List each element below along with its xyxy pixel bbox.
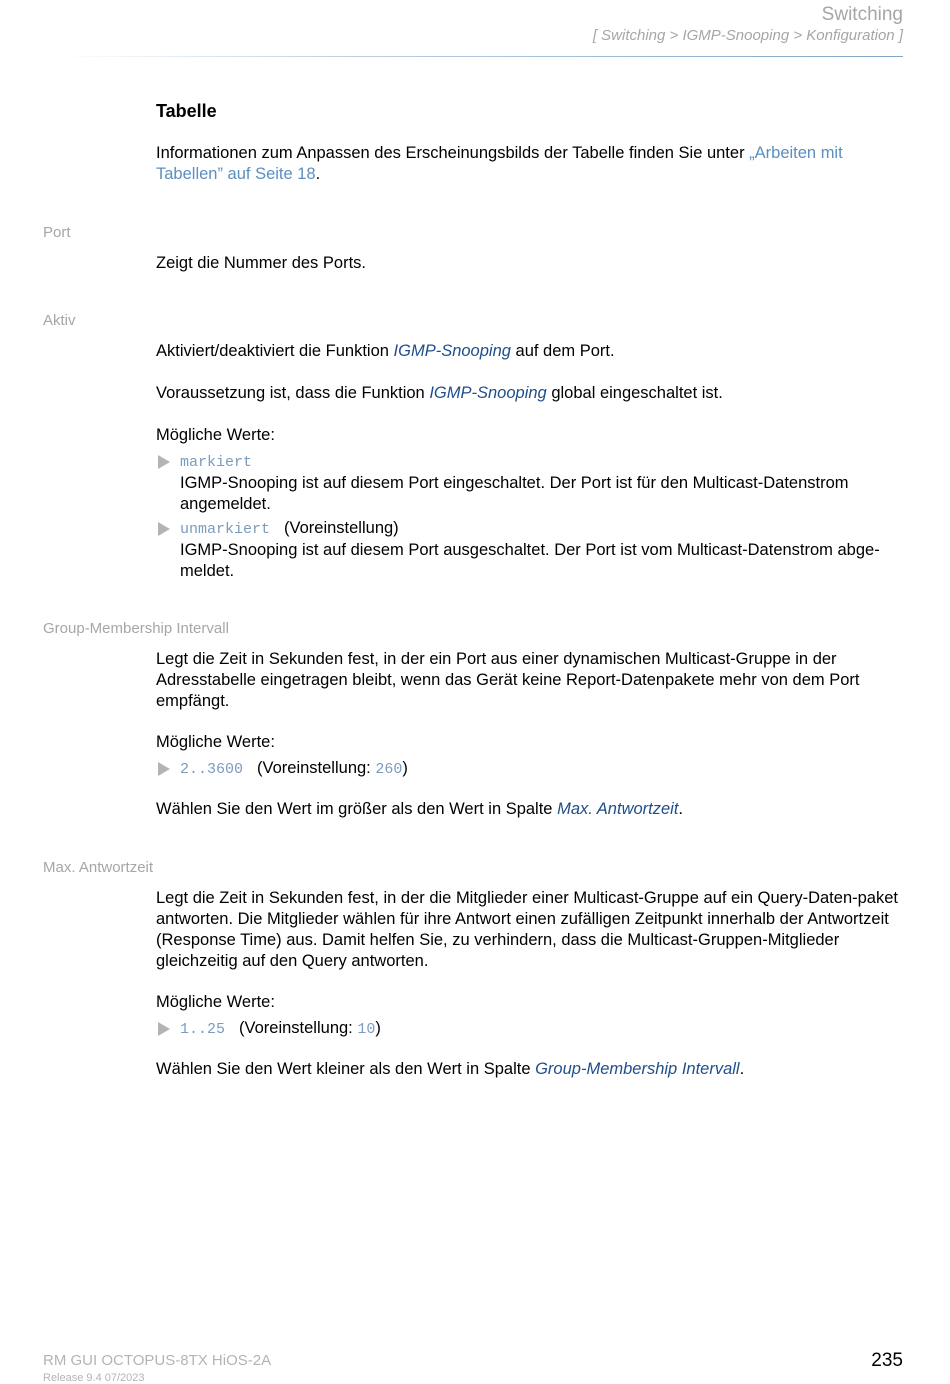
aktiv-prerequisite	[156, 383, 906, 404]
igmp-snooping-ref: IGMP-Snooping	[393, 342, 511, 360]
header-divider	[60, 56, 903, 57]
param-label-max-antwortzeit: Max. Antwortzeit	[43, 859, 154, 876]
triangle-bullet-icon	[158, 1022, 170, 1036]
list-item	[156, 1018, 906, 1040]
footer-release: Release 9.4 07/2023	[43, 1372, 145, 1384]
max-antwortzeit-ref: Max. Antwortzeit	[557, 800, 679, 818]
mrt-description: Legt die Zeit in Sekunden fest, in der die Mitglieder einer Multicast-Gruppe auf ein Query-Daten-paket antworten. Die Mitglieder wählen für ihre Antwort einen zufälligen Zeitpunkt innerhalb der Antwortzeit (Response Time) aus. Damit helfen Sie, zu verhindern, dass die Multicast-Gruppen-Mitglieder gleichzeitig auf den Query antworten.	[156, 889, 898, 970]
default-prefix: (Voreinstellung:	[239, 1019, 358, 1037]
default-suffix: )	[375, 1019, 381, 1037]
triangle-bullet-icon	[158, 762, 170, 776]
section-heading: Tabelle	[156, 101, 217, 121]
running-header-title: Switching	[821, 4, 903, 25]
page-number: 235	[871, 1350, 903, 1371]
mrt-values-label: Mögliche Werte:	[156, 993, 275, 1011]
triangle-bullet-icon	[158, 455, 170, 469]
mrt-note-suffix: .	[739, 1060, 745, 1078]
table-help-link[interactable]: „Arbeiten mit Tabellen” auf Seite 18	[156, 144, 843, 183]
aktiv-description	[156, 341, 906, 362]
mrt-note	[156, 1059, 906, 1080]
gmi-values-label: Mögliche Werte:	[156, 733, 275, 751]
aktiv-values-label: Mögliche Werte:	[156, 426, 275, 444]
gmi-note-text: Wählen Sie den Wert im größer als den Wert in Spalte	[156, 800, 558, 818]
default-prefix: (Voreinstellung:	[257, 759, 376, 777]
value-code: markiert	[180, 454, 253, 471]
list-item	[156, 451, 906, 515]
value-code: unmarkiert	[180, 521, 271, 538]
value-range: 2..3600	[180, 761, 244, 778]
intro-paragraph	[156, 143, 906, 185]
list-item	[156, 758, 906, 780]
default-value: 10	[357, 1021, 376, 1038]
value-description: IGMP-Snooping ist auf diesem Port eingeschaltet. Der Port ist für den Multicast-Datenstrom angemeldet.	[180, 474, 849, 513]
value-range: 1..25	[180, 1021, 226, 1038]
intro-text: Informationen zum Anpassen des Erscheinungsbilds der Tabelle finden Sie unter	[156, 144, 750, 162]
aktiv-p1-suffix: auf dem Port.	[510, 342, 615, 360]
param-label-aktiv: Aktiv	[43, 312, 76, 329]
running-header-breadcrumb: [ Switching > IGMP-Snooping > Konfiguration ]	[592, 27, 903, 44]
gmi-note	[156, 799, 906, 820]
gmi-note-suffix: .	[678, 800, 684, 818]
default-note: (Voreinstellung)	[284, 519, 399, 537]
port-description: Zeigt die Nummer des Ports.	[156, 254, 366, 272]
default-suffix: )	[402, 759, 408, 777]
aktiv-p2-text: Voraussetzung ist, dass die Funktion	[156, 384, 430, 402]
gmi-description: Legt die Zeit in Sekunden fest, in der ein Port aus einer dynamischen Multicast-Gruppe in der Adresstabelle eingetragen bleibt, wenn das Gerät keine Report-Datenpakete mehr von dem Port empfängt.	[156, 650, 860, 710]
triangle-bullet-icon	[158, 522, 170, 536]
list-item	[156, 518, 906, 582]
mrt-note-text: Wählen Sie den Wert kleiner als den Wert in Spalte	[156, 1060, 536, 1078]
aktiv-p2-suffix: global eingeschaltet ist.	[546, 384, 723, 402]
aktiv-p1-text: Aktiviert/deaktiviert die Funktion	[156, 342, 394, 360]
igmp-snooping-ref: IGMP-Snooping	[429, 384, 547, 402]
intro-suffix: .	[315, 165, 321, 183]
param-label-port: Port	[43, 224, 71, 241]
param-label-group-membership-interval: Group-Membership Intervall	[43, 620, 229, 637]
footer-document-title: RM GUI OCTOPUS-8TX HiOS-2A	[43, 1352, 272, 1369]
group-membership-interval-ref: Group-Membership Intervall	[535, 1060, 740, 1078]
value-description: IGMP-Snooping ist auf diesem Port ausgeschaltet. Der Port ist vom Multicast-Datenstrom abge-meldet.	[180, 541, 880, 580]
default-value: 260	[375, 761, 403, 778]
